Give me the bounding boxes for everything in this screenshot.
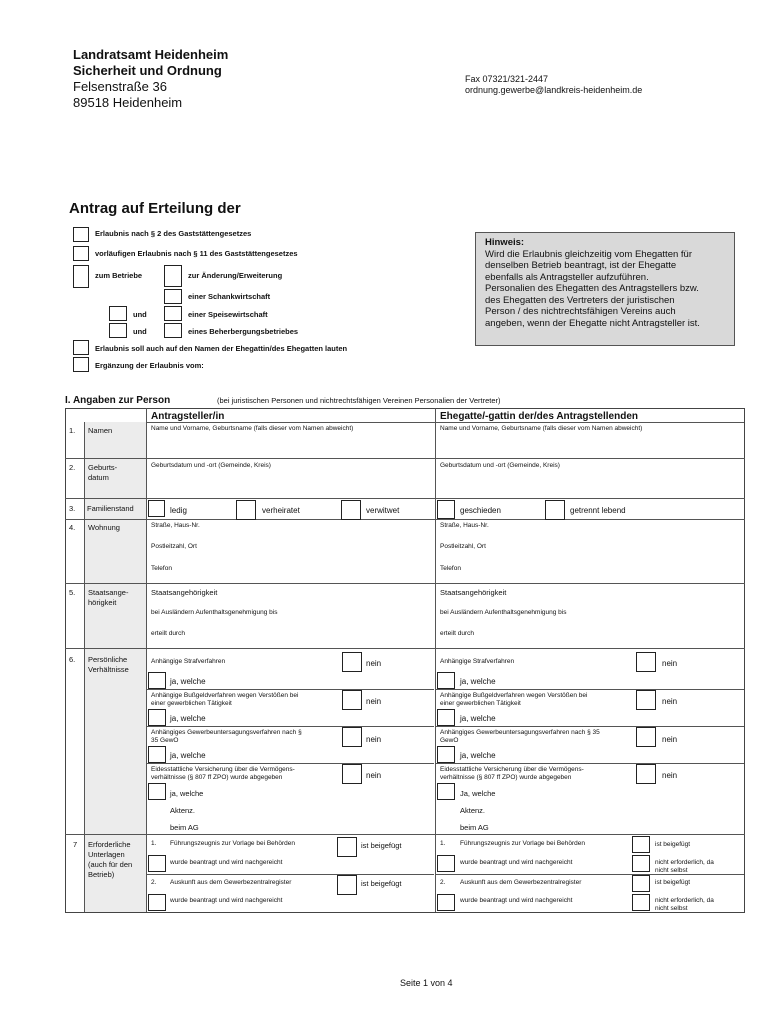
checkbox-beherbergung[interactable] xyxy=(164,323,182,338)
row-label-unterlagen-2: Unterlagen xyxy=(88,850,125,859)
checkbox-bussgeld-ja[interactable] xyxy=(148,709,166,726)
section-1-title: I. Angaben zur Person xyxy=(65,395,171,406)
label-nein: nein xyxy=(662,659,678,668)
row-number: 6. xyxy=(69,655,76,664)
item-number: 2. xyxy=(440,879,446,886)
checkbox-straf-nein[interactable] xyxy=(342,652,362,672)
label-eidesstattlich-2: verhältnisse (§ 807 ff ZPO) wurde abgegeben xyxy=(151,774,283,781)
label-ja-welche: ja, welche xyxy=(460,751,496,760)
label-beantragt: wurde beantragt und wird nachgereicht xyxy=(460,897,573,904)
hint-line: denselben Betrieb beantragt, ist der Ehegatte xyxy=(485,260,677,271)
item-number: 1. xyxy=(151,840,157,847)
label-bussgeld-2: einer gewerblichen Tätigkeit xyxy=(151,700,232,707)
label-fuehrungszeugnis: Führungszeugnis zur Vorlage bei Behörden xyxy=(460,840,586,847)
label-nicht-erforderlich-2: nicht selbst xyxy=(655,905,688,912)
label-ja-welche: ja, welche xyxy=(170,677,206,686)
checkbox-ak-beigefuegt-spouse[interactable] xyxy=(632,875,650,892)
field-plz-applicant[interactable]: Postleitzahl, Ort xyxy=(151,543,197,550)
row-label-familienstand: Familienstand xyxy=(87,504,134,513)
row-number: 4. xyxy=(69,523,76,532)
checkbox-bussgeld-ja-spouse[interactable] xyxy=(437,709,455,726)
hint-line: Wird die Erlaubnis gleichzeitig vom Ehegatten für xyxy=(485,248,692,260)
checkbox-verheiratet[interactable] xyxy=(236,500,256,520)
label-verwitwet: verwitwet xyxy=(366,506,400,515)
label-strafverfahren: Anhängige Strafverfahren xyxy=(151,658,226,665)
email-address: ordnung.gewerbe@landkreis-heidenheim.de xyxy=(465,85,643,95)
row-label-namen: Namen xyxy=(88,426,113,435)
label-nein: nein xyxy=(366,771,382,780)
label-nein: nein xyxy=(366,697,382,706)
checkbox-gewerbe-nein-spouse[interactable] xyxy=(636,727,656,747)
label-beantragt: wurde beantragt und wird nachgereicht xyxy=(170,859,283,866)
field-issued-applicant[interactable]: erteilt durch xyxy=(151,630,185,637)
row-number: 1. xyxy=(69,426,76,435)
hint-line: angeben, wenn der Ehegatte nicht Antragsteller ist. xyxy=(485,317,700,329)
option-schankwirtschaft: einer Schankwirtschaft xyxy=(188,292,271,301)
label-verheiratet: verheiratet xyxy=(262,506,300,515)
label-ja-welche: ja, welche xyxy=(170,714,206,723)
checkbox-ak-beigefuegt[interactable] xyxy=(337,875,357,895)
option-ergaenzung: Ergänzung der Erlaubnis vom: xyxy=(95,361,204,370)
label-bussgeld-1: Anhängige Bußgeldverfahren wegen Verstößen bei xyxy=(440,692,588,699)
checkbox-ledig[interactable] xyxy=(148,500,165,517)
checkbox-fz-beigefuegt-spouse[interactable] xyxy=(632,836,650,853)
checkbox-getrennt[interactable] xyxy=(545,500,565,520)
checkbox-gewerbe-nein[interactable] xyxy=(342,727,362,747)
column-applicant: Antragsteller/in xyxy=(151,411,225,422)
label-nein: nein xyxy=(366,659,382,668)
label-gewerbe-2: 35 GewO xyxy=(151,737,179,744)
label-und-2: und xyxy=(133,327,147,336)
row-label-unterlagen-3: (auch für den xyxy=(88,860,133,869)
field-street-applicant[interactable]: Straße, Haus-Nr. xyxy=(151,522,200,529)
label-eidesstattlich-1: Eidesstattliche Versicherung über die Vermögens- xyxy=(151,766,295,773)
row-label-staat-2: hörigkeit xyxy=(88,598,117,607)
item-number: 1. xyxy=(440,840,446,847)
label-nicht-erforderlich-2: nicht selbst xyxy=(655,867,688,874)
hint-line: Personalien des Ehegatten des Antragstellers bzw. xyxy=(485,283,699,294)
fax-number: Fax 07321/321-2447 xyxy=(465,74,549,84)
label-beigefuegt: ist beigefügt xyxy=(361,879,402,888)
option-ehegatte: Erlaubnis soll auch auf den Namen der Ehegattin/des Ehegatten lauten xyxy=(95,344,348,353)
field-birth-spouse[interactable]: Geburtsdatum und -ort (Gemeinde, Kreis) xyxy=(440,462,560,469)
field-nationality-applicant[interactable]: Staatsangehörigkeit xyxy=(151,588,218,597)
checkbox-gewerbe-ja[interactable] xyxy=(148,746,166,763)
office-city: 89518 Heidenheim xyxy=(73,95,183,110)
hint-line: Person / des nichtrechtsfähigen Vereins auch xyxy=(485,306,676,317)
label-geschieden: geschieden xyxy=(460,506,501,515)
field-street-spouse[interactable]: Straße, Haus-Nr. xyxy=(440,522,489,529)
checkbox-und-beherbergung[interactable] xyxy=(109,323,127,338)
row-label-unterlagen-4: Betrieb) xyxy=(88,870,115,879)
field-nationality-spouse[interactable]: Staatsangehörigkeit xyxy=(440,588,507,597)
label-beim-ag: beim AG xyxy=(170,823,199,832)
checkbox-speisewirtschaft[interactable] xyxy=(164,306,182,321)
label-und-1: und xyxy=(133,310,147,319)
checkbox-vorlaeufige-erlaubnis[interactable] xyxy=(73,246,89,261)
row-label-geburt-2: datum xyxy=(88,473,109,482)
hint-line: des Ehegatten des Vertreters der juristischen xyxy=(485,294,675,306)
label-beigefuegt: ist beigefügt xyxy=(655,879,691,886)
label-nein: nein xyxy=(366,735,382,744)
label-nein: nein xyxy=(662,735,678,744)
checkbox-bussgeld-nein[interactable] xyxy=(342,690,362,710)
checkbox-straf-ja-spouse[interactable] xyxy=(437,672,455,689)
option-vorlaeufige-erlaubnis: vorläufigen Erlaubnis nach § 11 des Gaststättengesetzes xyxy=(95,249,298,258)
row-label-unterlagen-1: Erforderliche xyxy=(88,840,131,849)
label-nein: nein xyxy=(662,771,678,780)
label-nein: nein xyxy=(662,697,678,706)
office-street: Felsenstraße 36 xyxy=(73,79,167,94)
option-aenderung: zur Änderung/Erweiterung xyxy=(188,271,283,280)
label-beantragt: wurde beantragt und wird nachgereicht xyxy=(170,897,283,904)
checkbox-fz-nicht-erforderlich[interactable] xyxy=(632,855,650,872)
checkbox-erlaubnis-2[interactable] xyxy=(73,227,89,242)
row-number: 5. xyxy=(69,588,76,597)
option-zum-betriebe: zum Betriebe xyxy=(95,271,143,280)
checkbox-eid-ja[interactable] xyxy=(148,783,166,800)
form-title: Antrag auf Erteilung der xyxy=(69,200,241,217)
label-ja-welche: ja, welche xyxy=(460,714,496,723)
label-bussgeld-2: einer gewerblichen Tätigkeit xyxy=(440,700,521,707)
checkbox-eid-ja-spouse[interactable] xyxy=(437,783,455,800)
checkbox-fz-beantragt-spouse[interactable] xyxy=(437,855,455,872)
row-number: 7 xyxy=(73,840,78,849)
section-1-note: (bei juristischen Personen und nichtrechtsfähigen Vereinen Personalien der Vertreter) xyxy=(217,396,501,405)
option-speisewirtschaft: einer Speisewirtschaft xyxy=(188,310,268,319)
row-label-wohnung: Wohnung xyxy=(88,523,120,532)
office-name: Landratsamt Heidenheim xyxy=(73,47,229,62)
checkbox-verwitwet[interactable] xyxy=(341,500,361,520)
office-department: Sicherheit und Ordnung xyxy=(73,63,222,78)
label-aktenzeichen: Aktenz. xyxy=(460,806,486,815)
checkbox-eid-nein-spouse[interactable] xyxy=(636,764,656,784)
label-eidesstattlich-1: Eidesstattliche Versicherung über die Vermögens- xyxy=(440,766,584,773)
row-label-pers-1: Persönliche xyxy=(88,655,128,664)
label-beigefuegt: ist beigefügt xyxy=(655,841,691,848)
label-ja-welche: Ja, welche xyxy=(460,789,496,798)
hint-line: ebenfalls als Antragsteller aufzuführen. xyxy=(485,271,649,283)
label-getrennt: getrennt lebend xyxy=(570,506,626,515)
label-gewerbezentralregister: Auskunft aus dem Gewerbezentralregister xyxy=(170,879,292,886)
label-fuehrungszeugnis: Führungszeugnis zur Vorlage bei Behörden xyxy=(170,840,296,847)
field-plz-spouse[interactable]: Postleitzahl, Ort xyxy=(440,543,486,550)
checkbox-ergaenzung[interactable] xyxy=(73,357,89,372)
row-label-geburt-1: Geburts- xyxy=(88,463,118,472)
label-nicht-erforderlich-1: nicht erforderlich, da xyxy=(655,897,714,904)
label-gewerbe-1: Anhängiges Gewerbeuntersagungsverfahren nach § 35 xyxy=(440,729,600,736)
label-gewerbezentralregister: Auskunft aus dem Gewerbezentralregister xyxy=(460,879,582,886)
column-spouse: Ehegatte/-gattin der/des Antragstellenden xyxy=(440,411,638,422)
checkbox-gewerbe-ja-spouse[interactable] xyxy=(437,746,455,763)
label-beantragt: wurde beantragt und wird nachgereicht xyxy=(460,859,573,866)
row-number: 3. xyxy=(69,504,76,513)
label-bussgeld-1: Anhängige Bußgeldverfahren wegen Verstößen bei xyxy=(151,692,299,699)
field-residence-applicant[interactable]: bei Ausländern Aufenthaltsgenehmigung bis xyxy=(151,609,278,616)
field-issued-spouse[interactable]: erteilt durch xyxy=(440,630,474,637)
checkbox-ak-beantragt[interactable] xyxy=(148,894,166,911)
checkbox-geschieden[interactable] xyxy=(437,500,455,519)
label-gewerbe-1: Anhängiges Gewerbeuntersagungsverfahren nach § xyxy=(151,729,302,736)
item-number: 2. xyxy=(151,879,157,886)
field-phone-spouse[interactable]: Telefon xyxy=(440,565,461,572)
label-ledig: ledig xyxy=(170,506,187,515)
checkbox-bussgeld-nein-spouse[interactable] xyxy=(636,690,656,710)
checkbox-und-speise[interactable] xyxy=(109,306,127,321)
checkbox-aenderung[interactable] xyxy=(164,265,182,287)
checkbox-straf-nein-spouse[interactable] xyxy=(636,652,656,672)
label-strafverfahren: Anhängige Strafverfahren xyxy=(440,658,515,665)
row-label-pers-2: Verhältnisse xyxy=(88,665,129,674)
checkbox-fz-beantragt[interactable] xyxy=(148,855,166,872)
hint-heading: Hinweis: xyxy=(485,237,525,248)
checkbox-ak-beantragt-spouse[interactable] xyxy=(437,894,455,911)
checkbox-straf-ja[interactable] xyxy=(148,672,166,689)
label-beim-ag: beim AG xyxy=(460,823,489,832)
label-nicht-erforderlich-1: nicht erforderlich, da xyxy=(655,859,714,866)
field-residence-spouse[interactable]: bei Ausländern Aufenthaltsgenehmigung bis xyxy=(440,609,567,616)
field-name-spouse[interactable]: Name und Vorname, Geburtsname (falls dieser vom Namen abweicht) xyxy=(440,425,643,432)
row-number: 2. xyxy=(69,463,76,472)
checkbox-schankwirtschaft[interactable] xyxy=(164,289,182,304)
checkbox-zum-betriebe[interactable] xyxy=(73,265,89,288)
hint-box xyxy=(475,232,735,346)
option-beherbergung: eines Beherbergungsbetriebes xyxy=(188,327,299,336)
checkbox-ak-nicht-erforderlich[interactable] xyxy=(632,894,650,911)
row-label-staat-1: Staatsange- xyxy=(88,588,129,597)
option-erlaubnis-2: Erlaubnis nach § 2 des Gaststättengesetzes xyxy=(95,229,252,238)
label-eidesstattlich-2: verhältnisse (§ 807 ff ZPO) wurde abgegeben xyxy=(440,774,572,781)
label-ja-welche: ja, welche xyxy=(460,677,496,686)
page-number: Seite 1 von 4 xyxy=(400,978,453,988)
label-gewerbe-2: GewO xyxy=(440,737,459,744)
field-birth-applicant[interactable]: Geburtsdatum und -ort (Gemeinde, Kreis) xyxy=(151,462,271,469)
field-phone-applicant[interactable]: Telefon xyxy=(151,565,172,572)
checkbox-eid-nein[interactable] xyxy=(342,764,362,784)
label-ja-welche: ja, welche xyxy=(170,789,204,798)
checkbox-fz-beigefuegt[interactable] xyxy=(337,837,357,857)
label-ja-welche: ja, welche xyxy=(170,751,206,760)
label-aktenzeichen: Aktenz. xyxy=(170,806,196,815)
label-beigefuegt: ist beigefügt xyxy=(361,841,402,850)
checkbox-ehegatte[interactable] xyxy=(73,340,89,355)
field-name-applicant[interactable]: Name und Vorname, Geburtsname (falls dieser vom Namen abweicht) xyxy=(151,425,354,432)
